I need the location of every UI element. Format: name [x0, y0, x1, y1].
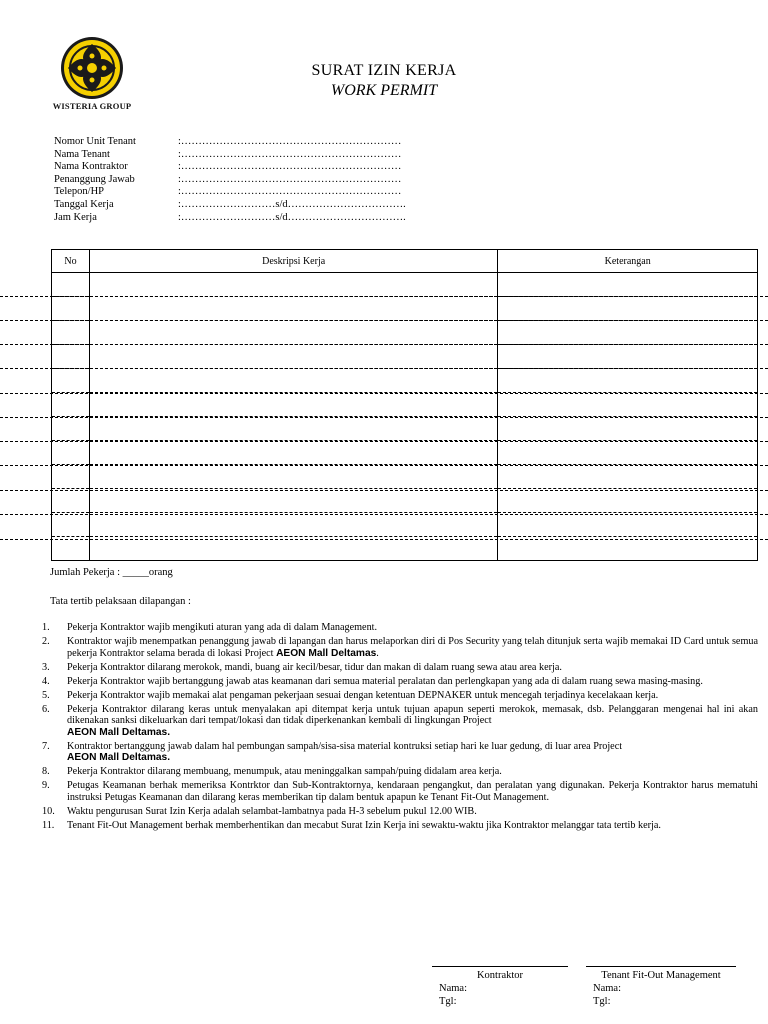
project-name: AEON Mall Deltamas — [276, 647, 377, 659]
cell-deskripsi[interactable] — [89, 441, 497, 465]
field-label: Nama Tenant — [54, 148, 110, 160]
cell-deskripsi[interactable] — [89, 489, 497, 513]
jumlah-pekerja: Jumlah Pekerja : _____orang — [50, 567, 173, 578]
field-penanggung-jawab — [54, 174, 406, 187]
cell-no[interactable] — [52, 537, 90, 561]
row-divider — [0, 368, 768, 369]
cell-deskripsi[interactable] — [89, 369, 497, 393]
cell-keterangan[interactable] — [498, 417, 758, 441]
row-divider — [0, 417, 768, 418]
field-label: Jam Kerja — [54, 211, 97, 223]
cell-no[interactable] — [52, 273, 90, 297]
field-nomor-unit-tenant — [54, 136, 406, 149]
cell-keterangan[interactable] — [498, 321, 758, 345]
row-divider — [0, 296, 768, 297]
field-value[interactable]: :……………………………………………………… — [178, 186, 402, 198]
permit-fields — [54, 136, 406, 224]
column-header-deskripsi: Deskripsi Kerja — [89, 250, 497, 273]
cell-no[interactable] — [52, 297, 90, 321]
cell-no[interactable] — [52, 513, 90, 537]
row-divider — [0, 490, 768, 491]
field-nama-tenant — [54, 149, 406, 162]
cell-deskripsi[interactable] — [89, 465, 497, 489]
signature-line[interactable] — [432, 966, 568, 967]
table-header-row — [52, 250, 758, 273]
cell-keterangan[interactable] — [498, 537, 758, 561]
signature-kontraktor — [432, 966, 568, 1008]
cell-deskripsi[interactable] — [89, 537, 497, 561]
row-divider — [0, 393, 768, 394]
list-item: 2. Kontraktor wajib menempatkan penanggung jawab di lapangan dan harus melaporkan diri di Pos Security yang telah ditunjuk serta wajib memakai ID Card untuk semua pekerja Kontraktor selama berada di lokasi Project AEON Mall Deltamas. — [42, 635, 758, 659]
signature-management — [586, 966, 736, 1008]
list-item: 11. Tenant Fit-Out Management berhak memberhentikan dan mecabut Surat Izin Kerja ini sewaktu-waktu jika Kontraktor melanggar tata tertib kerja. — [42, 819, 661, 831]
cell-no[interactable] — [52, 465, 90, 489]
cell-keterangan[interactable] — [498, 393, 758, 417]
list-item: 3. Pekerja Kontraktor dilarang merokok, mandi, buang air kecil/besar, tidur dan makan di dalam ruang sewa atau area kerja. — [42, 661, 562, 673]
row-divider — [0, 320, 768, 321]
cell-keterangan[interactable] — [498, 513, 758, 537]
list-item: 8. Pekerja Kontraktor dilarang membuang, menumpuk, atau meninggalkan sampah/puing didalam area kerja. — [42, 766, 502, 778]
row-divider — [0, 441, 768, 442]
field-label: Penanggung Jawab — [54, 173, 135, 185]
cell-deskripsi[interactable] — [89, 345, 497, 369]
cell-deskripsi[interactable] — [89, 297, 497, 321]
field-value[interactable]: :……………………………………………………… — [178, 173, 402, 185]
table-row — [52, 513, 758, 537]
cell-keterangan[interactable] — [498, 441, 758, 465]
field-label: Telepon/HP — [54, 186, 105, 198]
field-tanggal-kerja — [54, 199, 406, 212]
list-item: 10. Waktu pengurusan Surat Izin Kerja adalah selambat-lambatnya pada H-3 sebelum pukul 12.00 WIB. — [42, 805, 477, 817]
cell-keterangan[interactable] — [498, 345, 758, 369]
signature-line[interactable] — [586, 966, 736, 967]
field-label: Nama Kontraktor — [54, 161, 128, 173]
field-value[interactable]: :……………………………………………………… — [178, 136, 402, 147]
list-item: 4. Pekerja Kontraktor wajib bertanggung jawab atas keamanan dari semua material peralatan dan perlengkapan yang ada di dalam ruang sewa masing-masing. — [42, 675, 703, 687]
signature-title: Kontraktor — [476, 970, 524, 981]
column-header-no: No — [52, 250, 90, 273]
cell-keterangan[interactable] — [498, 465, 758, 489]
row-divider — [0, 514, 768, 515]
signature-nama[interactable]: Nama: — [439, 983, 467, 994]
table-row — [52, 393, 758, 417]
field-value[interactable]: :……………………………………………………… — [178, 148, 402, 160]
cell-no[interactable] — [52, 345, 90, 369]
table-row — [52, 345, 758, 369]
table-row — [52, 441, 758, 465]
field-telepon — [54, 186, 406, 199]
cell-no[interactable] — [52, 441, 90, 465]
table-row — [52, 417, 758, 441]
row-divider — [0, 539, 768, 540]
field-value[interactable]: :………………………s/d……………………………. — [178, 198, 406, 210]
cell-no[interactable] — [52, 321, 90, 345]
cell-keterangan[interactable] — [498, 273, 758, 297]
cell-keterangan[interactable] — [498, 369, 758, 393]
field-label: Nomor Unit Tenant — [54, 136, 136, 147]
cell-deskripsi[interactable] — [89, 273, 497, 297]
table-row — [52, 465, 758, 489]
cell-no[interactable] — [52, 369, 90, 393]
list-item: 1. Pekerja Kontraktor wajib mengikuti aturan yang ada di dalam Management. — [42, 622, 378, 633]
cell-no[interactable] — [52, 417, 90, 441]
table-row — [52, 537, 758, 561]
field-nama-kontraktor — [54, 161, 406, 174]
signature-nama[interactable]: Nama: — [593, 983, 621, 994]
cell-keterangan[interactable] — [498, 297, 758, 321]
list-item: 6. Pekerja Kontraktor dilarang keras untuk menyalakan api ditempat kerja untuk tujuan apapun seperti merokok, memasak, dsb. Pelanggaran mengenai hal ini akan dikenakan sanksi dikeluarkan dari tempat/lokasi dan tidak diperkenankan kembali di lingkungan Project AEON Mall Deltamas. — [42, 703, 758, 738]
field-label: Tanggal Kerja — [54, 198, 114, 210]
table-row — [52, 273, 758, 297]
cell-keterangan[interactable] — [498, 489, 758, 513]
cell-deskripsi[interactable] — [89, 321, 497, 345]
cell-deskripsi[interactable] — [89, 393, 497, 417]
row-divider — [0, 344, 768, 345]
cell-deskripsi[interactable] — [89, 513, 497, 537]
project-name: AEON Mall Deltamas — [67, 726, 168, 738]
field-jam-kerja — [54, 212, 406, 225]
cell-no[interactable] — [52, 489, 90, 513]
list-item: 5. Pekerja Kontraktor wajib memakai alat pengaman pekerjaan sesuai dengan ketentuan DEPNAKER untuk mencegah terjadinya kecelakaan kerja. — [42, 689, 659, 701]
rules-list — [42, 622, 758, 834]
table-row — [52, 321, 758, 345]
column-header-keterangan: Keterangan — [498, 250, 758, 273]
logo-text: WISTERIA GROUP — [52, 101, 132, 111]
signature-tgl[interactable]: Tgl: — [439, 996, 457, 1007]
project-name: AEON Mall Deltamas — [67, 752, 168, 764]
table-row — [52, 369, 758, 393]
document-subtitle: WORK PERMIT — [330, 82, 438, 99]
cell-no[interactable] — [52, 393, 90, 417]
field-value[interactable]: :………………………s/d……………………………. — [178, 211, 406, 223]
signature-title: Tenant Fit-Out Management — [601, 970, 721, 981]
list-item: 9. Petugas Keamanan berhak memeriksa Kontrktor dan Sub-Kontraktornya, kendaraan pengangkut, dan peralatan yang digunakan. Pekerja Kontraktor harus mematuhi instruksi Petugas Keamanan dan dilarang keras memberikan tip dalam bentuk apapun ke Tenant Fit-Out Management. — [42, 780, 758, 803]
document-title: SURAT IZIN KERJA — [311, 62, 457, 79]
cell-deskripsi[interactable] — [89, 417, 497, 441]
tata-tertib-title: Tata tertib pelaksaan dilapangan : — [50, 596, 191, 607]
field-value[interactable]: :……………………………………………………… — [178, 161, 402, 173]
row-divider — [0, 465, 768, 466]
signature-tgl[interactable]: Tgl: — [593, 996, 611, 1007]
table-row — [52, 297, 758, 321]
table-row — [52, 489, 758, 513]
list-item: 7. Kontraktor bertanggung jawab dalam hal pembungan sampah/sisa-sisa material kontruksi setiap hari ke luar gedung, di luar area Project AEON Mall Deltamas. — [42, 740, 623, 764]
